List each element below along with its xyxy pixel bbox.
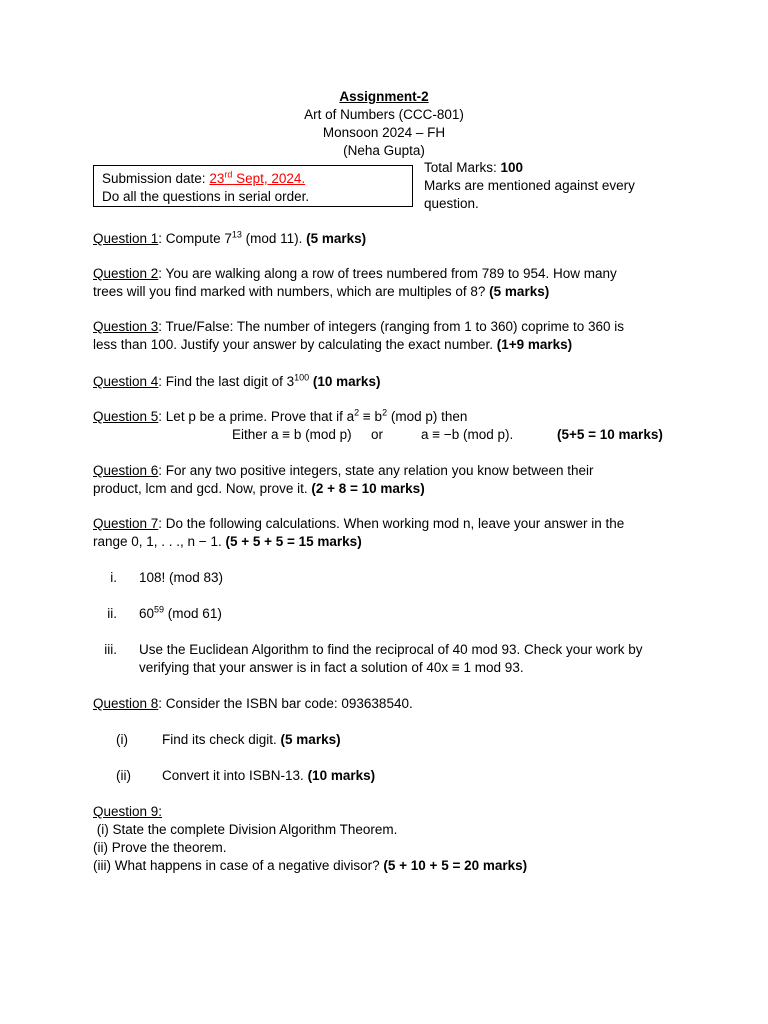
- submission-box: [93, 165, 413, 207]
- question-label: Question 9:: [93, 804, 163, 819]
- question-marks: (5 + 5 + 5 = 15 marks): [225, 534, 362, 549]
- question-label: Question 5: [93, 409, 159, 424]
- question-6: [93, 462, 683, 498]
- marks-note-line1: Marks are mentioned against every: [424, 178, 635, 193]
- list-item-marks: (10 marks): [307, 768, 376, 783]
- submission-day: 23: [209, 171, 225, 186]
- exponent: 13: [231, 229, 242, 240]
- question-text: : Let p be a prime. Prove that if a: [158, 409, 355, 424]
- question-1: [93, 230, 683, 248]
- total-marks-label: Total Marks:: [424, 160, 501, 175]
- question-marks: (2 + 8 = 10 marks): [311, 481, 425, 496]
- list-item-text: Convert it into ISBN-13.: [162, 768, 308, 783]
- submission-day-suffix: rd: [224, 169, 233, 180]
- question-4: [93, 373, 683, 391]
- question-part: (i) State the complete Division Algorithm Theorem.: [93, 822, 398, 837]
- question-part: (iii) What happens in case of a negative divisor?: [93, 858, 384, 873]
- question-text: : Consider the ISBN bar code: 093638540.: [158, 696, 413, 711]
- question-text-cont: ≡ b: [359, 409, 383, 424]
- question-label: Question 7: [93, 516, 159, 531]
- question-marks: (5 marks): [489, 284, 550, 299]
- question-label: Question 1: [93, 231, 159, 246]
- question-part: (ii) Prove the theorem.: [93, 840, 227, 855]
- question-text: : You are walking along a row of trees numbered from 789 to 954. How many: [158, 266, 617, 281]
- question-label: Question 3: [93, 319, 159, 334]
- list-item-number: ii.: [107, 606, 117, 621]
- question-2: [93, 265, 683, 301]
- question-text-cont: trees will you find marked with numbers, which are multiples of 8?: [93, 284, 490, 299]
- list-item-number: (ii): [116, 768, 131, 783]
- exponent: 59: [154, 604, 165, 615]
- question-8: [93, 695, 683, 713]
- instructor: (Neha Gupta): [343, 143, 425, 158]
- list-item-text: 60: [139, 606, 155, 621]
- q5-marks: (5+5 = 10 marks): [557, 427, 663, 442]
- submission-label: Submission date:: [102, 171, 210, 186]
- question-text-cont: (mod 11).: [241, 231, 307, 246]
- question-text: : Find the last digit of 3: [158, 374, 295, 389]
- term: Monsoon 2024 – FH: [322, 125, 446, 140]
- total-marks: [424, 159, 684, 177]
- list-item: 108! (mod 83): [139, 570, 224, 585]
- question-9: [93, 803, 683, 875]
- submission-date: [209, 171, 305, 186]
- submission-month-year: Sept, 2024.: [232, 171, 306, 186]
- question-marks: (1+9 marks): [496, 337, 573, 352]
- document-header: [0, 88, 768, 160]
- question-label: Question 2: [93, 266, 159, 281]
- list-item: [162, 731, 341, 749]
- list-item-number: i.: [110, 570, 117, 585]
- question-text: : True/False: The number of integers (ranging from 1 to 360) coprime to 360 is: [158, 319, 625, 334]
- marks-note-line2: question.: [424, 196, 479, 211]
- list-item: [139, 605, 222, 623]
- question-label: Question 4: [93, 374, 159, 389]
- list-item-text-cont: verifying that your answer is in fact a solution of 40x ≡ 1 mod 93.: [139, 660, 524, 675]
- question-text-cont: product, lcm and gcd. Now, prove it.: [93, 481, 312, 496]
- question-marks: (5 + 10 + 5 = 20 marks): [383, 858, 528, 873]
- question-text: : For any two positive integers, state any relation you know between their: [158, 463, 594, 478]
- list-item-text-cont: (mod 61): [164, 606, 222, 621]
- exponent: 2: [382, 407, 388, 418]
- assignment-title: Assignment-2: [339, 89, 429, 104]
- question-marks: (10 marks): [309, 374, 381, 389]
- submission-note: Do all the questions in serial order.: [102, 189, 310, 204]
- question-5: [93, 408, 683, 426]
- list-item-number: (i): [116, 732, 128, 747]
- question-text-cont: range 0, 1, . . ., n − 1.: [93, 534, 226, 549]
- exponent: 100: [294, 372, 310, 383]
- list-item: [162, 767, 375, 785]
- course-name: Art of Numbers (CCC-801): [304, 107, 464, 122]
- submission-date-line: [102, 170, 404, 188]
- list-item-text: Find its check digit.: [162, 732, 281, 747]
- question-text: : Do the following calculations. When working mod n, leave your answer in the: [158, 516, 625, 531]
- question-marks: (5 marks): [306, 231, 367, 246]
- question-label: Question 6: [93, 463, 159, 478]
- question-label: Question 8: [93, 696, 159, 711]
- exponent: 2: [354, 407, 360, 418]
- marks-info: [424, 159, 684, 213]
- list-item: [139, 641, 684, 677]
- q5-either: Either a ≡ b (mod p): [232, 427, 352, 442]
- total-marks-value: 100: [500, 160, 524, 175]
- question-text-cont: (mod p) then: [387, 409, 468, 424]
- list-item-number: iii.: [104, 642, 117, 657]
- q5-or: or: [371, 427, 384, 442]
- list-item-text: Use the Euclidean Algorithm to find the reciprocal of 40 mod 93. Check your work by: [139, 642, 643, 657]
- question-3: [93, 318, 683, 354]
- question-7: [93, 515, 683, 551]
- list-item-marks: (5 marks): [280, 732, 341, 747]
- question-text-cont: less than 100. Justify your answer by calculating the exact number.: [93, 337, 497, 352]
- question-text: : Compute 7: [158, 231, 232, 246]
- q5-alternative: a ≡ −b (mod p).: [421, 427, 514, 442]
